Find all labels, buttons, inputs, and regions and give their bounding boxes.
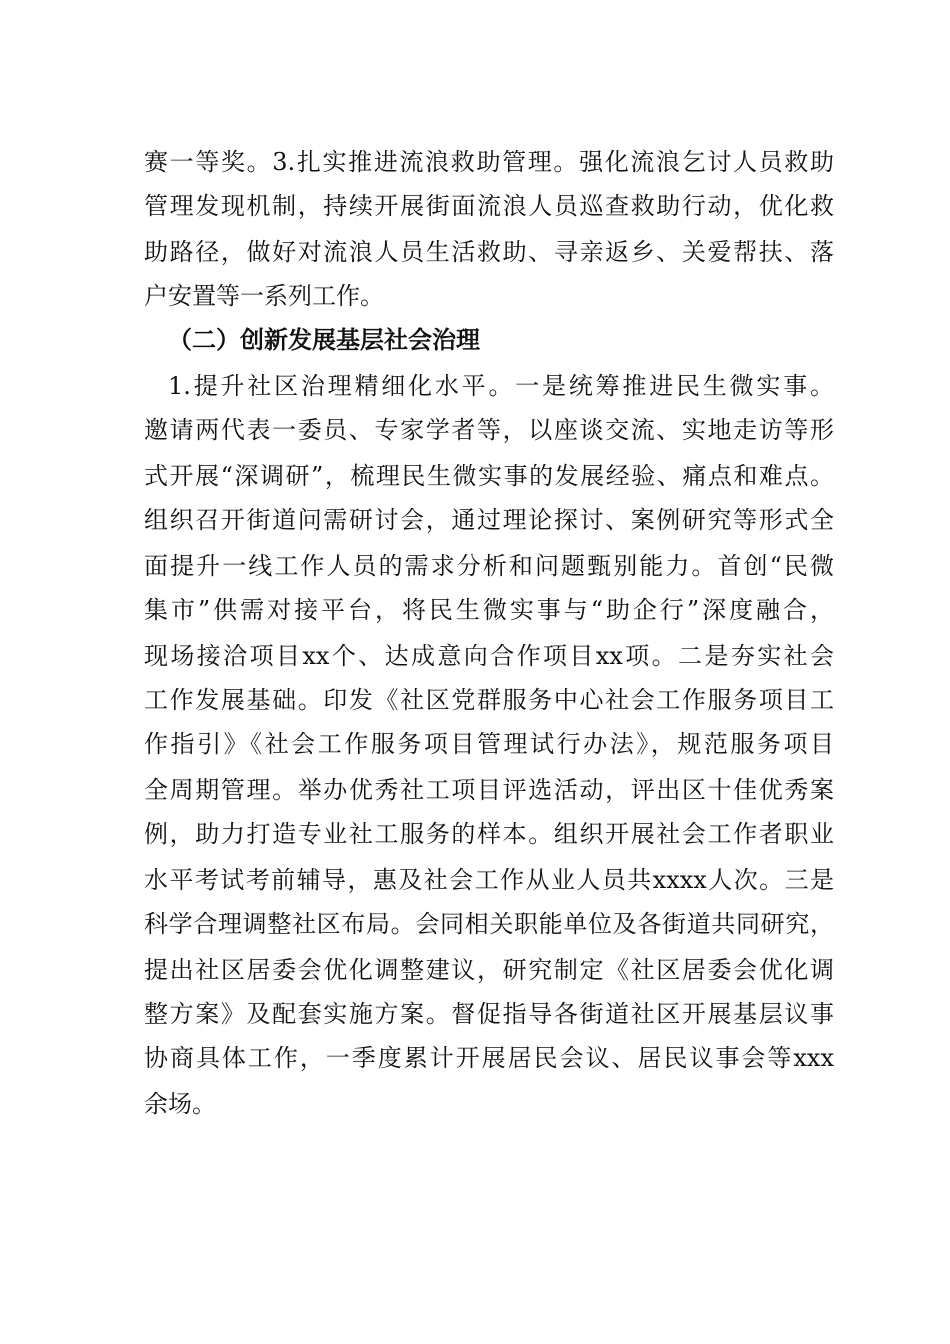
body-text-line: 工作发展基础。印发《社区党群服务中心社会工作服务项目工 bbox=[144, 686, 834, 714]
body-text-line: 组织召开街道问需研讨会，通过理论探讨、案例研究等形式全 bbox=[144, 506, 834, 534]
body-text-line: 式开展“深调研”，梳理民生微实事的发展经验、痛点和难点。 bbox=[144, 462, 834, 490]
body-text-line: 水平考试考前辅导，惠及社会工作从业人员共xxxx人次。三是 bbox=[144, 866, 834, 894]
body-text-line: 提出社区居委会优化调整建议，研究制定《社区居委会优化调 bbox=[144, 956, 834, 984]
body-text-line: 协商具体工作，一季度累计开展居民会议、居民议事会等xxx bbox=[144, 1044, 834, 1072]
section-heading: （二）创新发展基层社会治理 bbox=[168, 325, 480, 354]
body-text-line: 管理发现机制，持续开展街面流浪人员巡查救助行动，优化救 bbox=[144, 192, 834, 220]
body-text-line: 助路径，做好对流浪人员生活救助、寻亲返乡、关爱帮扶、落 bbox=[144, 238, 834, 266]
body-text-line: 现场接洽项目xx个、达成意向合作项目xx项。二是夯实社会 bbox=[144, 642, 834, 670]
body-text-line: 面提升一线工作人员的需求分析和问题甄别能力。首创“民微 bbox=[144, 552, 834, 580]
body-text-line: 作指引》《社会工作服务项目管理试行办法》，规范服务项目 bbox=[144, 730, 834, 758]
body-text-line: 户安置等一系列工作。 bbox=[144, 282, 384, 310]
body-text-line: 全周期管理。举办优秀社工项目评选活动，评出区十佳优秀案 bbox=[144, 776, 834, 804]
body-text-line: 1.提升社区治理精细化水平。一是统筹推进民生微实事。 bbox=[168, 372, 834, 400]
body-text-line: 整方案》及配套实施方案。督促指导各街道社区开展基层议事 bbox=[144, 1000, 834, 1028]
body-text-line: 余场。 bbox=[144, 1090, 216, 1118]
body-text-line: 邀请两代表一委员、专家学者等，以座谈交流、实地走访等形 bbox=[144, 416, 834, 444]
body-text-line: 集市”供需对接平台，将民生微实事与“助企行”深度融合， bbox=[144, 596, 834, 624]
body-text-line: 例，助力打造专业社工服务的样本。组织开展社会工作者职业 bbox=[144, 820, 834, 848]
body-text-line: 赛一等奖。3.扎实推进流浪救助管理。强化流浪乞讨人员救助 bbox=[144, 148, 834, 176]
body-text-line: 科学合理调整社区布局。会同相关职能单位及各街道共同研究， bbox=[144, 910, 834, 938]
